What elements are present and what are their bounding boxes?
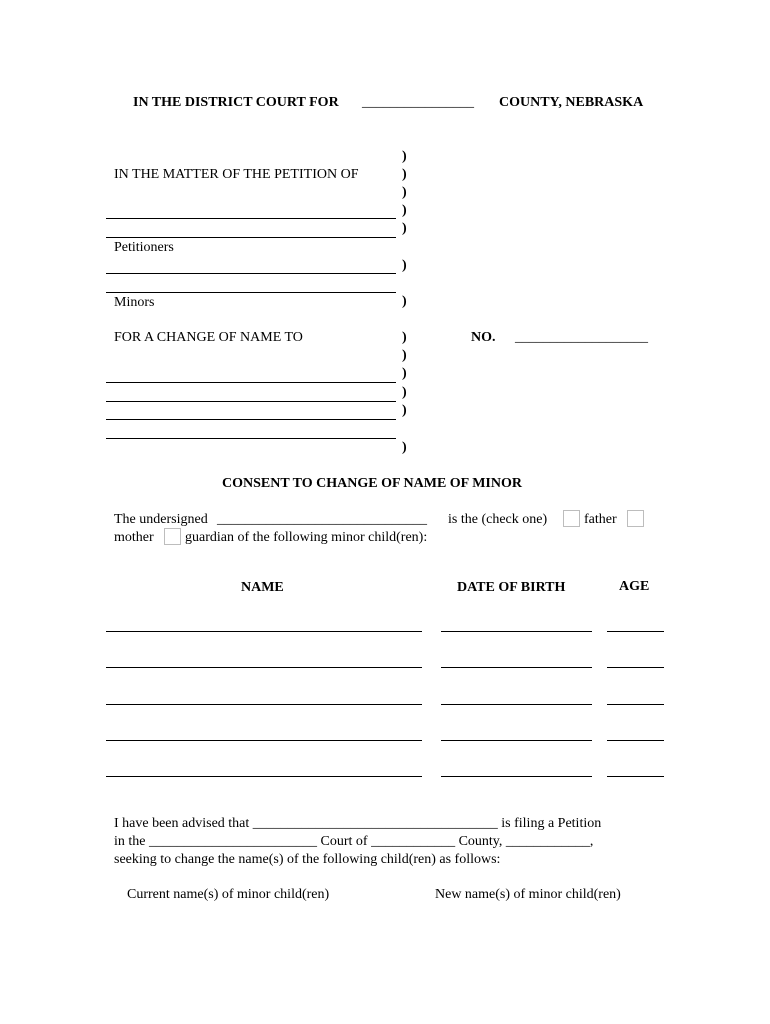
caption-paren: ) [402,440,407,455]
state-blank[interactable]: ____________, [505,834,594,849]
child-dob-line[interactable] [441,667,592,668]
caption-paren: ) [402,385,407,400]
child-name-line[interactable] [106,631,422,632]
caption-paren: ) [402,185,407,200]
child-age-line[interactable] [607,667,664,668]
section-title: CONSENT TO CHANGE OF NAME OF MINOR [222,476,522,491]
minors-label: Minors [114,295,155,310]
change-to-label: FOR A CHANGE OF NAME TO [114,330,303,345]
caption-paren: ) [402,203,407,218]
child-name-line[interactable] [106,667,422,668]
advised-text: I have been advised that [114,816,250,831]
new-name-line[interactable] [106,419,396,420]
father-checkbox[interactable] [563,510,580,527]
dob-column-header: DATE OF BIRTH [457,580,566,595]
case-no-blank[interactable]: ___________________ [515,330,648,345]
child-name-line[interactable] [106,704,422,705]
guardian-label: guardian of the following minor child(ren): [185,530,428,545]
father-label: father [584,512,617,527]
petitioner-blank[interactable]: ___________________________________ [252,816,498,831]
child-dob-line[interactable] [441,776,592,777]
county-name-blank[interactable]: ____________ [371,834,456,849]
court-header-suffix: COUNTY, NEBRASKA [499,95,644,110]
child-dob-line[interactable] [441,740,592,741]
caption-paren: ) [402,167,407,182]
child-age-line[interactable] [607,631,664,632]
child-age-line[interactable] [607,704,664,705]
advised-paragraph [114,834,593,850]
advised-line3: seeking to change the name(s) of the following child(ren) as follows: [114,852,501,867]
child-name-line[interactable] [106,776,422,777]
county-blank[interactable]: ________________ [362,95,474,110]
caption-paren: ) [402,149,407,164]
child-age-line[interactable] [607,740,664,741]
mother-label: mother [114,530,154,545]
petitioner-name-line[interactable] [106,218,396,219]
child-dob-line[interactable] [441,631,592,632]
new-name-line[interactable] [106,382,396,383]
caption-paren: ) [402,348,407,363]
advised-text: in the [114,834,146,849]
undersigned-label: The undersigned [114,512,208,527]
case-no-label: NO. [471,330,496,345]
guardian-checkbox[interactable] [164,528,181,545]
petitioner-name-line[interactable] [106,237,396,238]
minor-name-line[interactable] [106,292,396,293]
caption-paren: ) [402,221,407,236]
caption-paren: ) [402,294,407,309]
caption-paren: ) [402,366,407,381]
advised-text: Court of [320,834,368,849]
child-age-line[interactable] [607,776,664,777]
undersigned-blank[interactable]: ______________________________ [217,512,427,527]
child-name-line[interactable] [106,740,422,741]
child-dob-line[interactable] [441,704,592,705]
caption-paren: ) [402,330,407,345]
caption-paren: ) [402,258,407,273]
new-name-line[interactable] [106,438,396,439]
age-column-header: AGE [619,579,650,594]
petitioners-label: Petitioners [114,240,174,255]
minor-name-line[interactable] [106,273,396,274]
check-one-label: is the (check one) [448,512,548,527]
advised-text: County, [458,834,503,849]
court-blank[interactable]: ________________________ [149,834,317,849]
mother-checkbox[interactable] [627,510,644,527]
court-header-prefix: IN THE DISTRICT COURT FOR [133,95,339,110]
advised-paragraph [114,816,601,832]
advised-text: is filing a Petition [501,816,602,831]
new-names-header: New name(s) of minor child(ren) [435,887,621,902]
caption-paren: ) [402,403,407,418]
current-names-header: Current name(s) of minor child(ren) [127,887,330,902]
name-column-header: NAME [241,580,284,595]
new-name-line[interactable] [106,401,396,402]
matter-label: IN THE MATTER OF THE PETITION OF [114,167,359,182]
